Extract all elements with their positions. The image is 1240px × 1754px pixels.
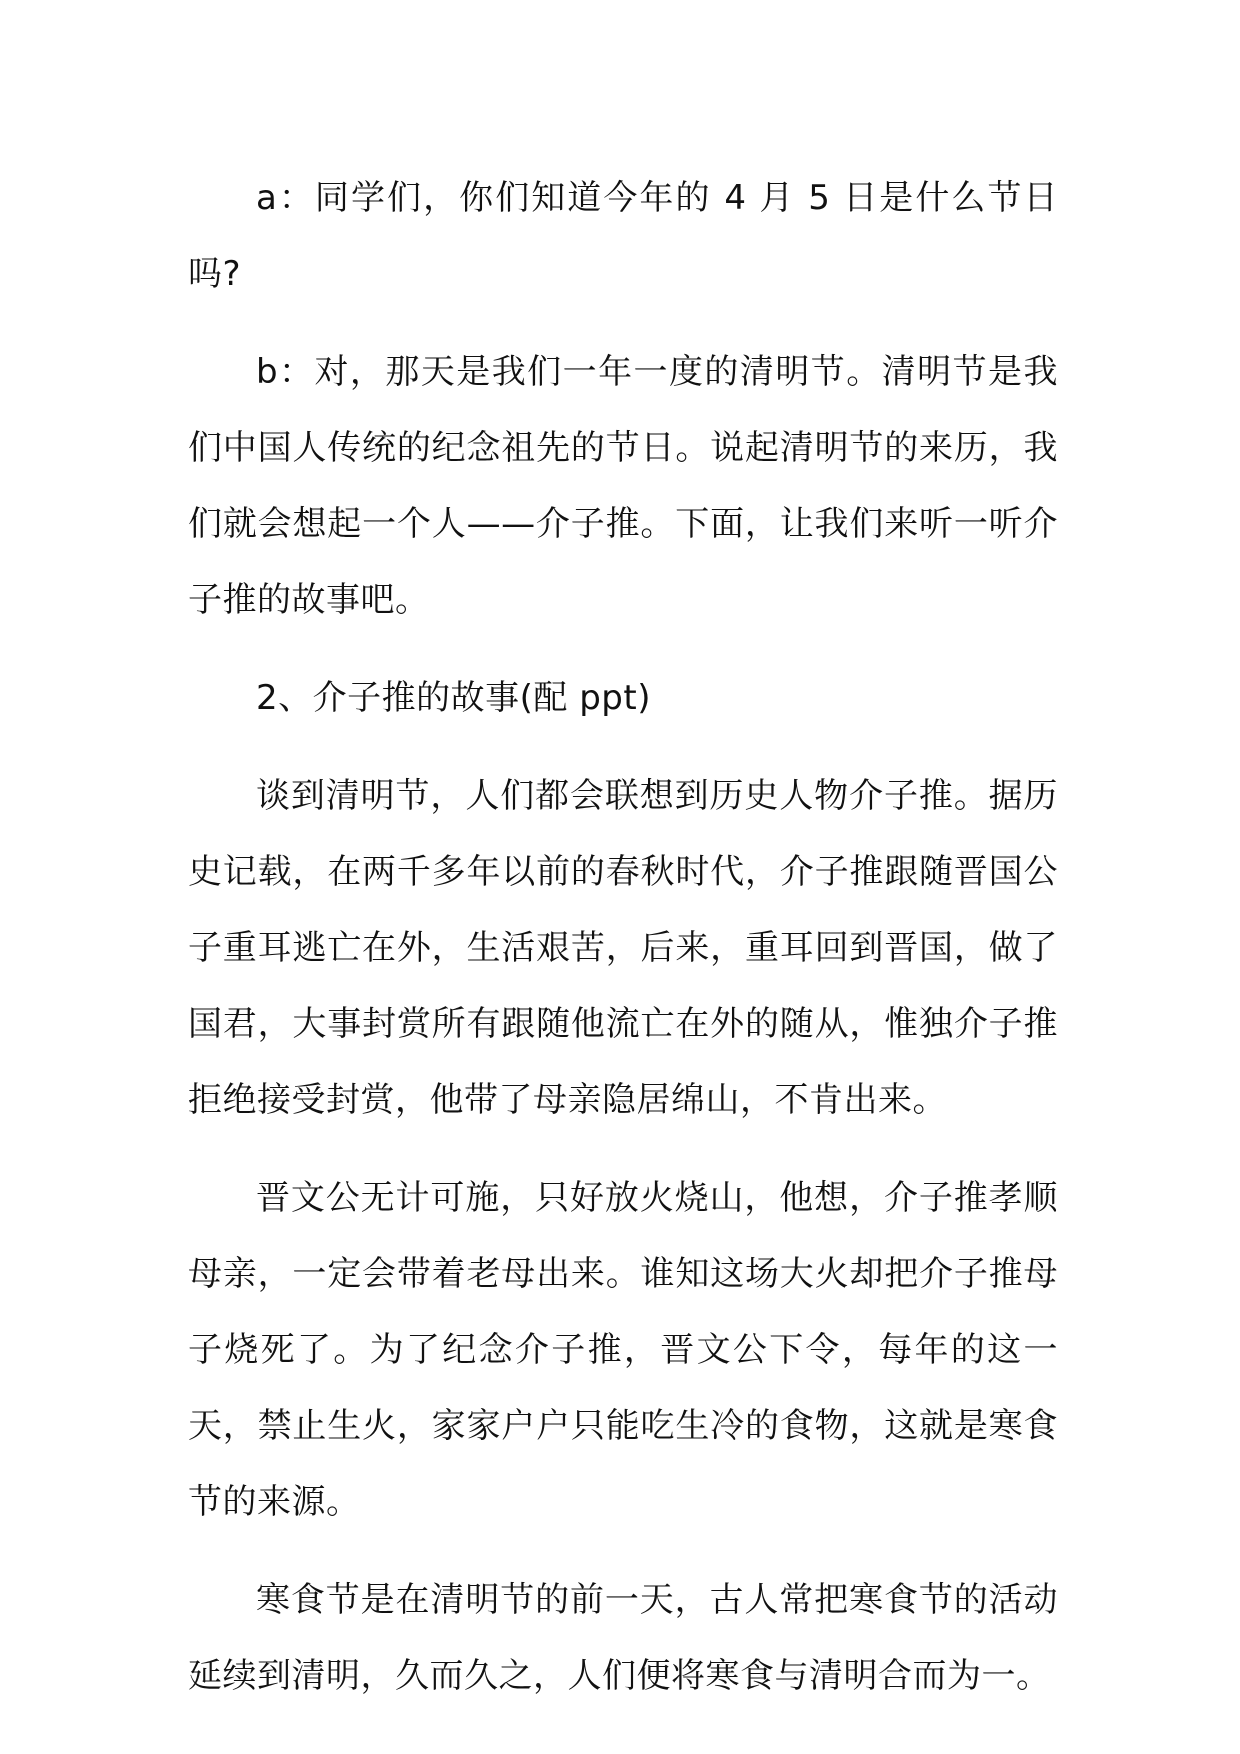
- paragraph-question: a：同学们，你们知道今年的 4 月 5 日是什么节日吗?: [188, 178, 1058, 294]
- section-heading: 2、介子推的故事(配 ppt): [256, 678, 651, 718]
- document-body: [188, 160, 1058, 1714]
- paragraph-answer: b：对，那天是我们一年一度的清明节。清明节是我们中国人传统的纪念祖先的节日。说起清明节的来历，我们就会想起一个人——介子推。下面，让我们来听一听介子推的故事吧。: [188, 352, 1058, 620]
- paragraph-story-3: 寒食节是在清明节的前一天，古人常把寒食节的活动延续到清明，久而久之，人们便将寒食与清明合而为一。: [188, 1580, 1058, 1696]
- paragraph-story-1: 谈到清明节，人们都会联想到历史人物介子推。据历史记载，在两千多年以前的春秋时代，介子推跟随晋国公子重耳逃亡在外，生活艰苦，后来，重耳回到晋国，做了国君，大事封赏所有跟随他流亡在外的随从，惟独介子推拒绝接受封赏，他带了母亲隐居绵山，不肯出来。: [188, 776, 1058, 1120]
- paragraph-story-2: 晋文公无计可施，只好放火烧山，他想，介子推孝顺母亲，一定会带着老母出来。谁知这场大火却把介子推母子烧死了。为了纪念介子推，晋文公下令，每年的这一天，禁止生火，家家户户只能吃生冷的食物，这就是寒食节的来源。: [188, 1178, 1058, 1522]
